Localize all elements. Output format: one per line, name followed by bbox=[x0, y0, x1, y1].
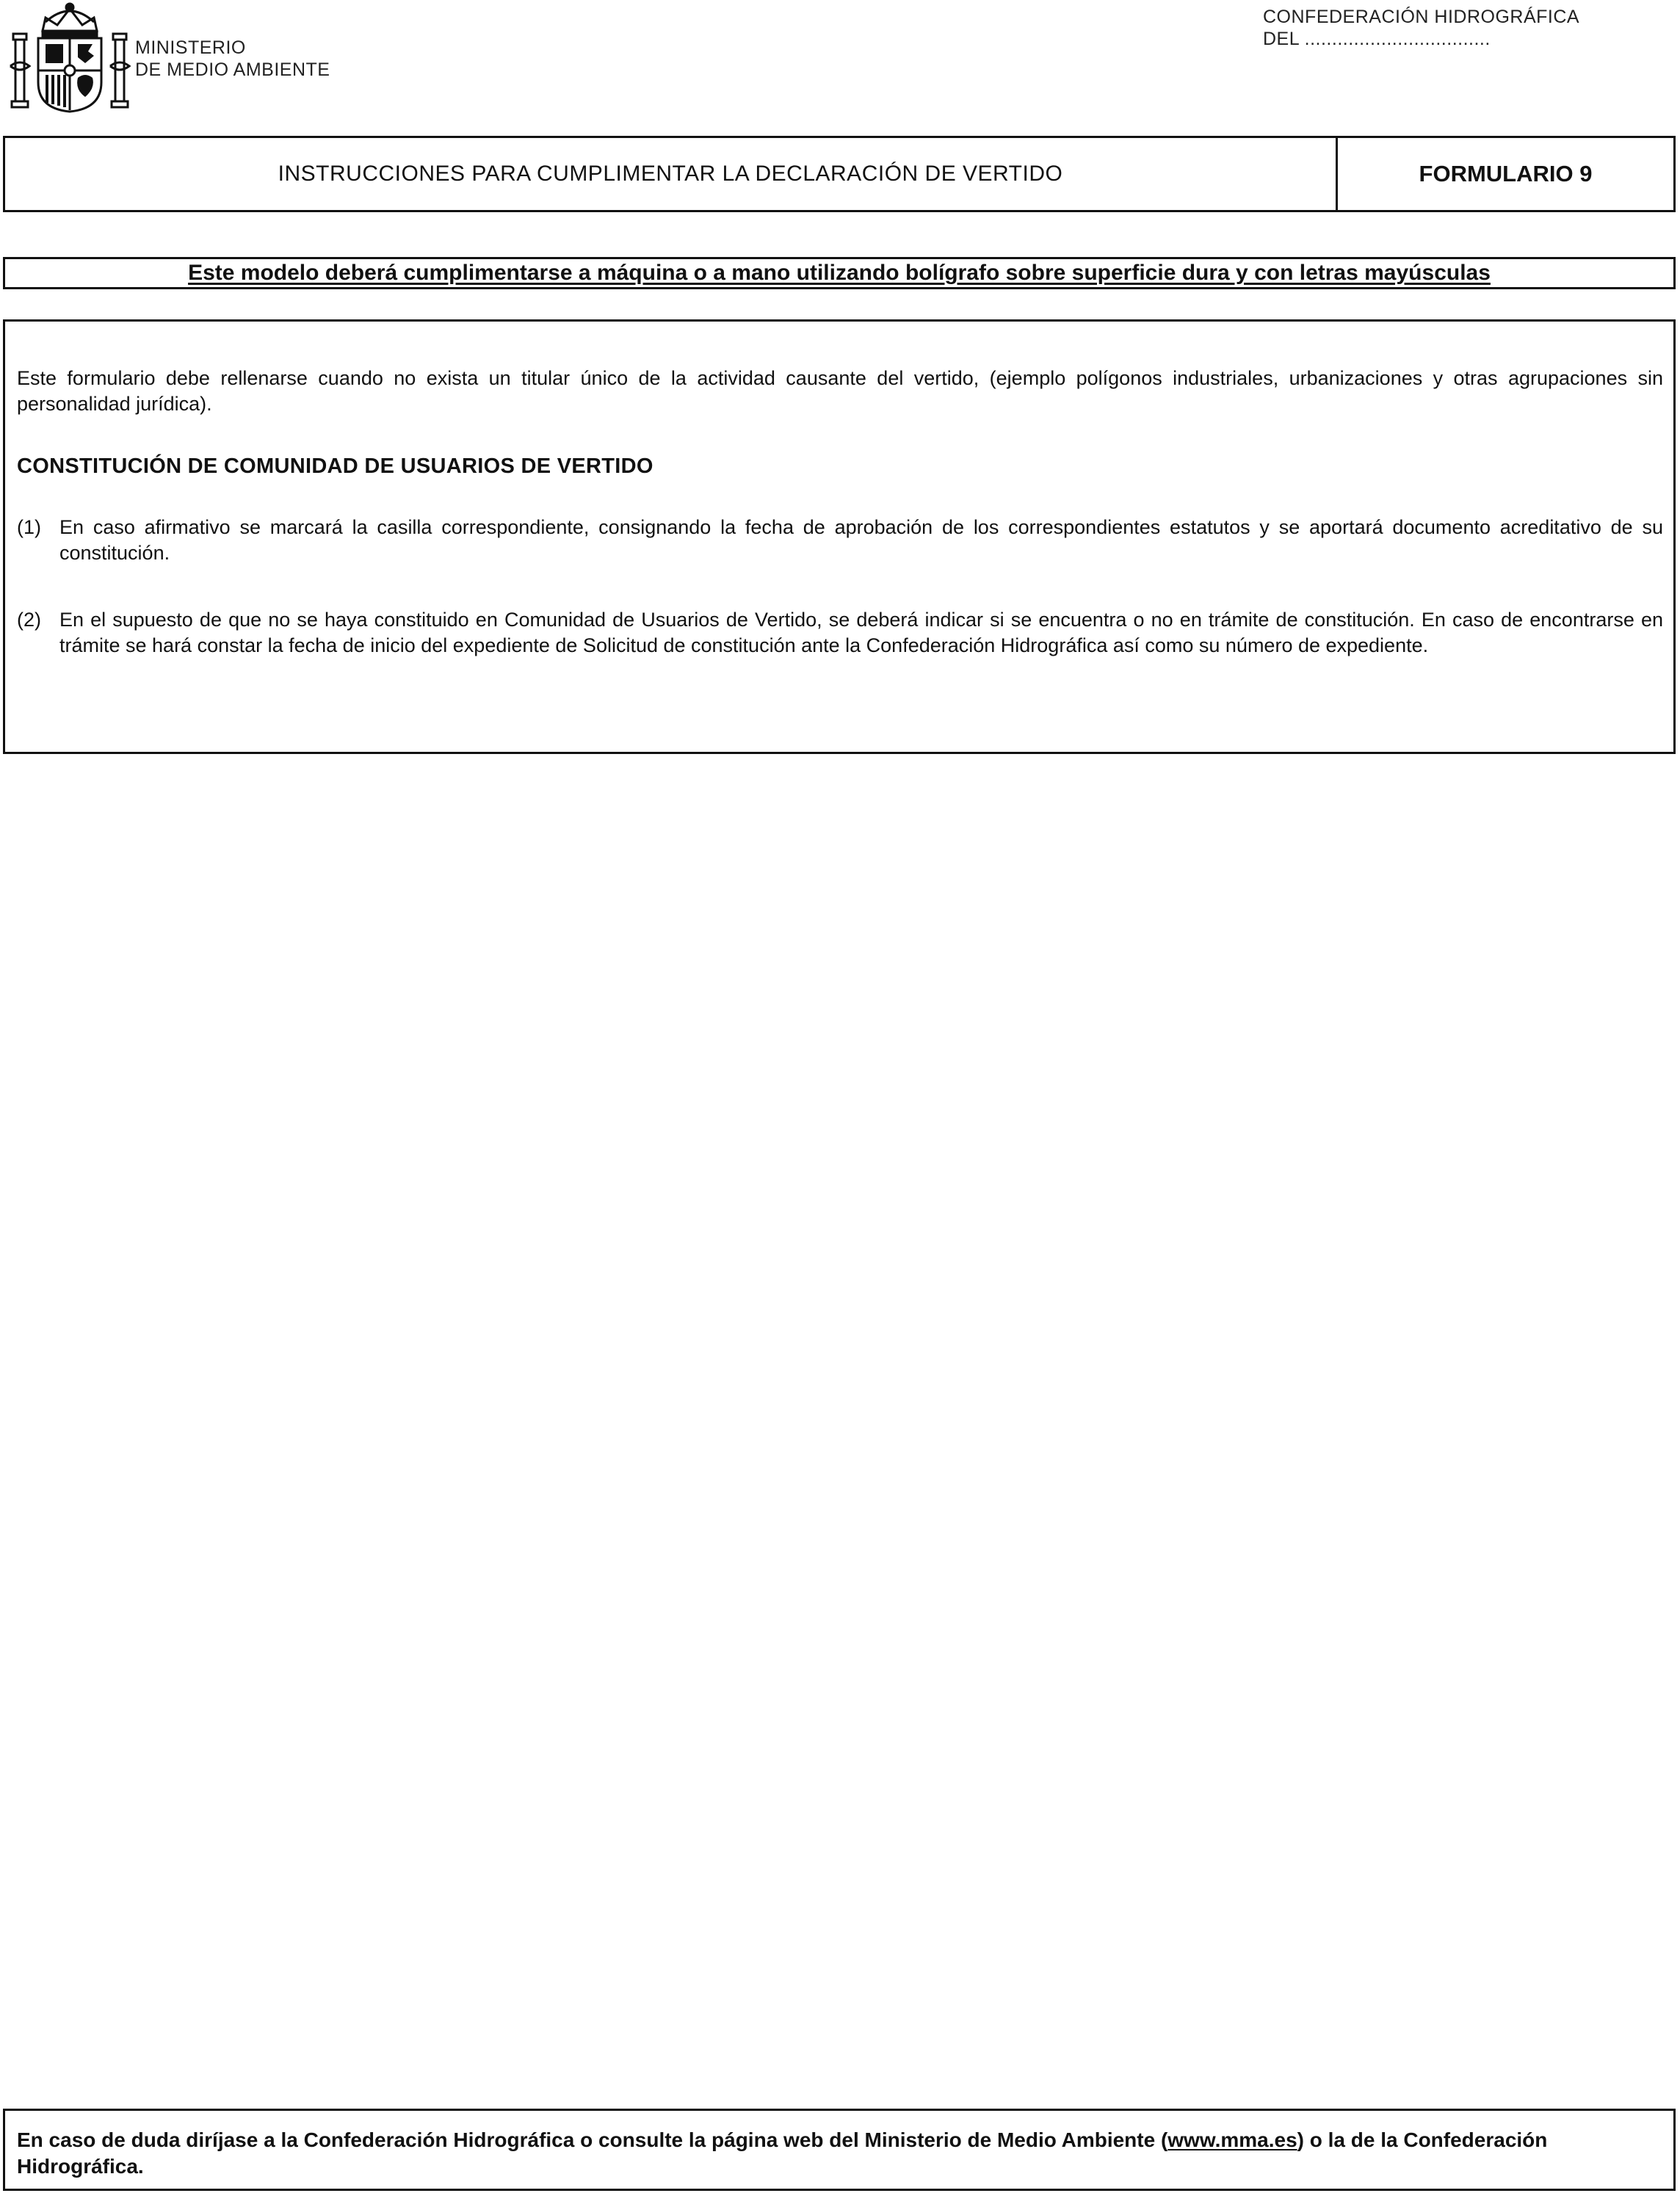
list-item bbox=[17, 607, 1663, 659]
confederation-heading bbox=[1263, 6, 1579, 50]
help-footer bbox=[3, 2109, 1676, 2191]
notice-banner: Este modelo deberá cumplimentarse a máquina o a mano utilizando bolígrafo sobre superficie dura y con letras mayúsculas bbox=[3, 257, 1676, 289]
title-box bbox=[3, 136, 1676, 212]
coat-of-arms-icon bbox=[7, 1, 132, 116]
item-number: (1) bbox=[17, 516, 41, 538]
page-title: INSTRUCCIONES PARA CUMPLIMENTAR LA DECLARACIÓN DE VERTIDO bbox=[5, 138, 1338, 210]
item-number: (2) bbox=[17, 609, 41, 631]
ministry-line-2: DE MEDIO AMBIENTE bbox=[135, 59, 330, 80]
ministry-line-1: MINISTERIO bbox=[135, 37, 246, 58]
website-link[interactable]: www.mma.es bbox=[1167, 2128, 1297, 2151]
footer-text-before: En caso de duda diríjase a la Confederación Hidrográfica o consulte la página web del Ministerio de Medio Ambiente ( bbox=[17, 2128, 1168, 2151]
list-item bbox=[17, 515, 1663, 566]
form-number: FORMULARIO 9 bbox=[1419, 161, 1593, 186]
footer-text-after: ) o la de la Confederación Hidrográfica. bbox=[17, 2128, 1548, 2178]
confederation-line-1: CONFEDERACIÓN HIDROGRÁFICA bbox=[1263, 7, 1580, 27]
intro-paragraph: Este formulario debe rellenarse cuando no exista un titular único de la actividad causante del vertido, (ejemplo polígonos industriales, urbanizaciones y otras agrupaciones sin personalidad jurídica). bbox=[17, 367, 1663, 415]
instructions-box bbox=[3, 319, 1676, 754]
section-title: CONSTITUCIÓN DE COMUNIDAD DE USUARIOS DE VERTIDO bbox=[17, 454, 653, 478]
ministry-name bbox=[135, 37, 330, 81]
confederation-line-2: DEL .................................. bbox=[1263, 29, 1491, 49]
item-text: En caso afirmativo se marcará la casilla correspondiente, consignando la fecha de aprobación de los correspondientes estatutos y se aportará documento acreditativo de su constitución. bbox=[59, 516, 1663, 564]
item-text: En el supuesto de que no se haya constituido en Comunidad de Usuarios de Vertido, se deberá indicar si se encuentra o no en trámite de constitución. En caso de encontrarse en trámite se hará constar la fecha de inicio del expediente de Solicitud de constitución ante la Confederación Hidrográfica así como su número de expediente. bbox=[59, 609, 1663, 656]
